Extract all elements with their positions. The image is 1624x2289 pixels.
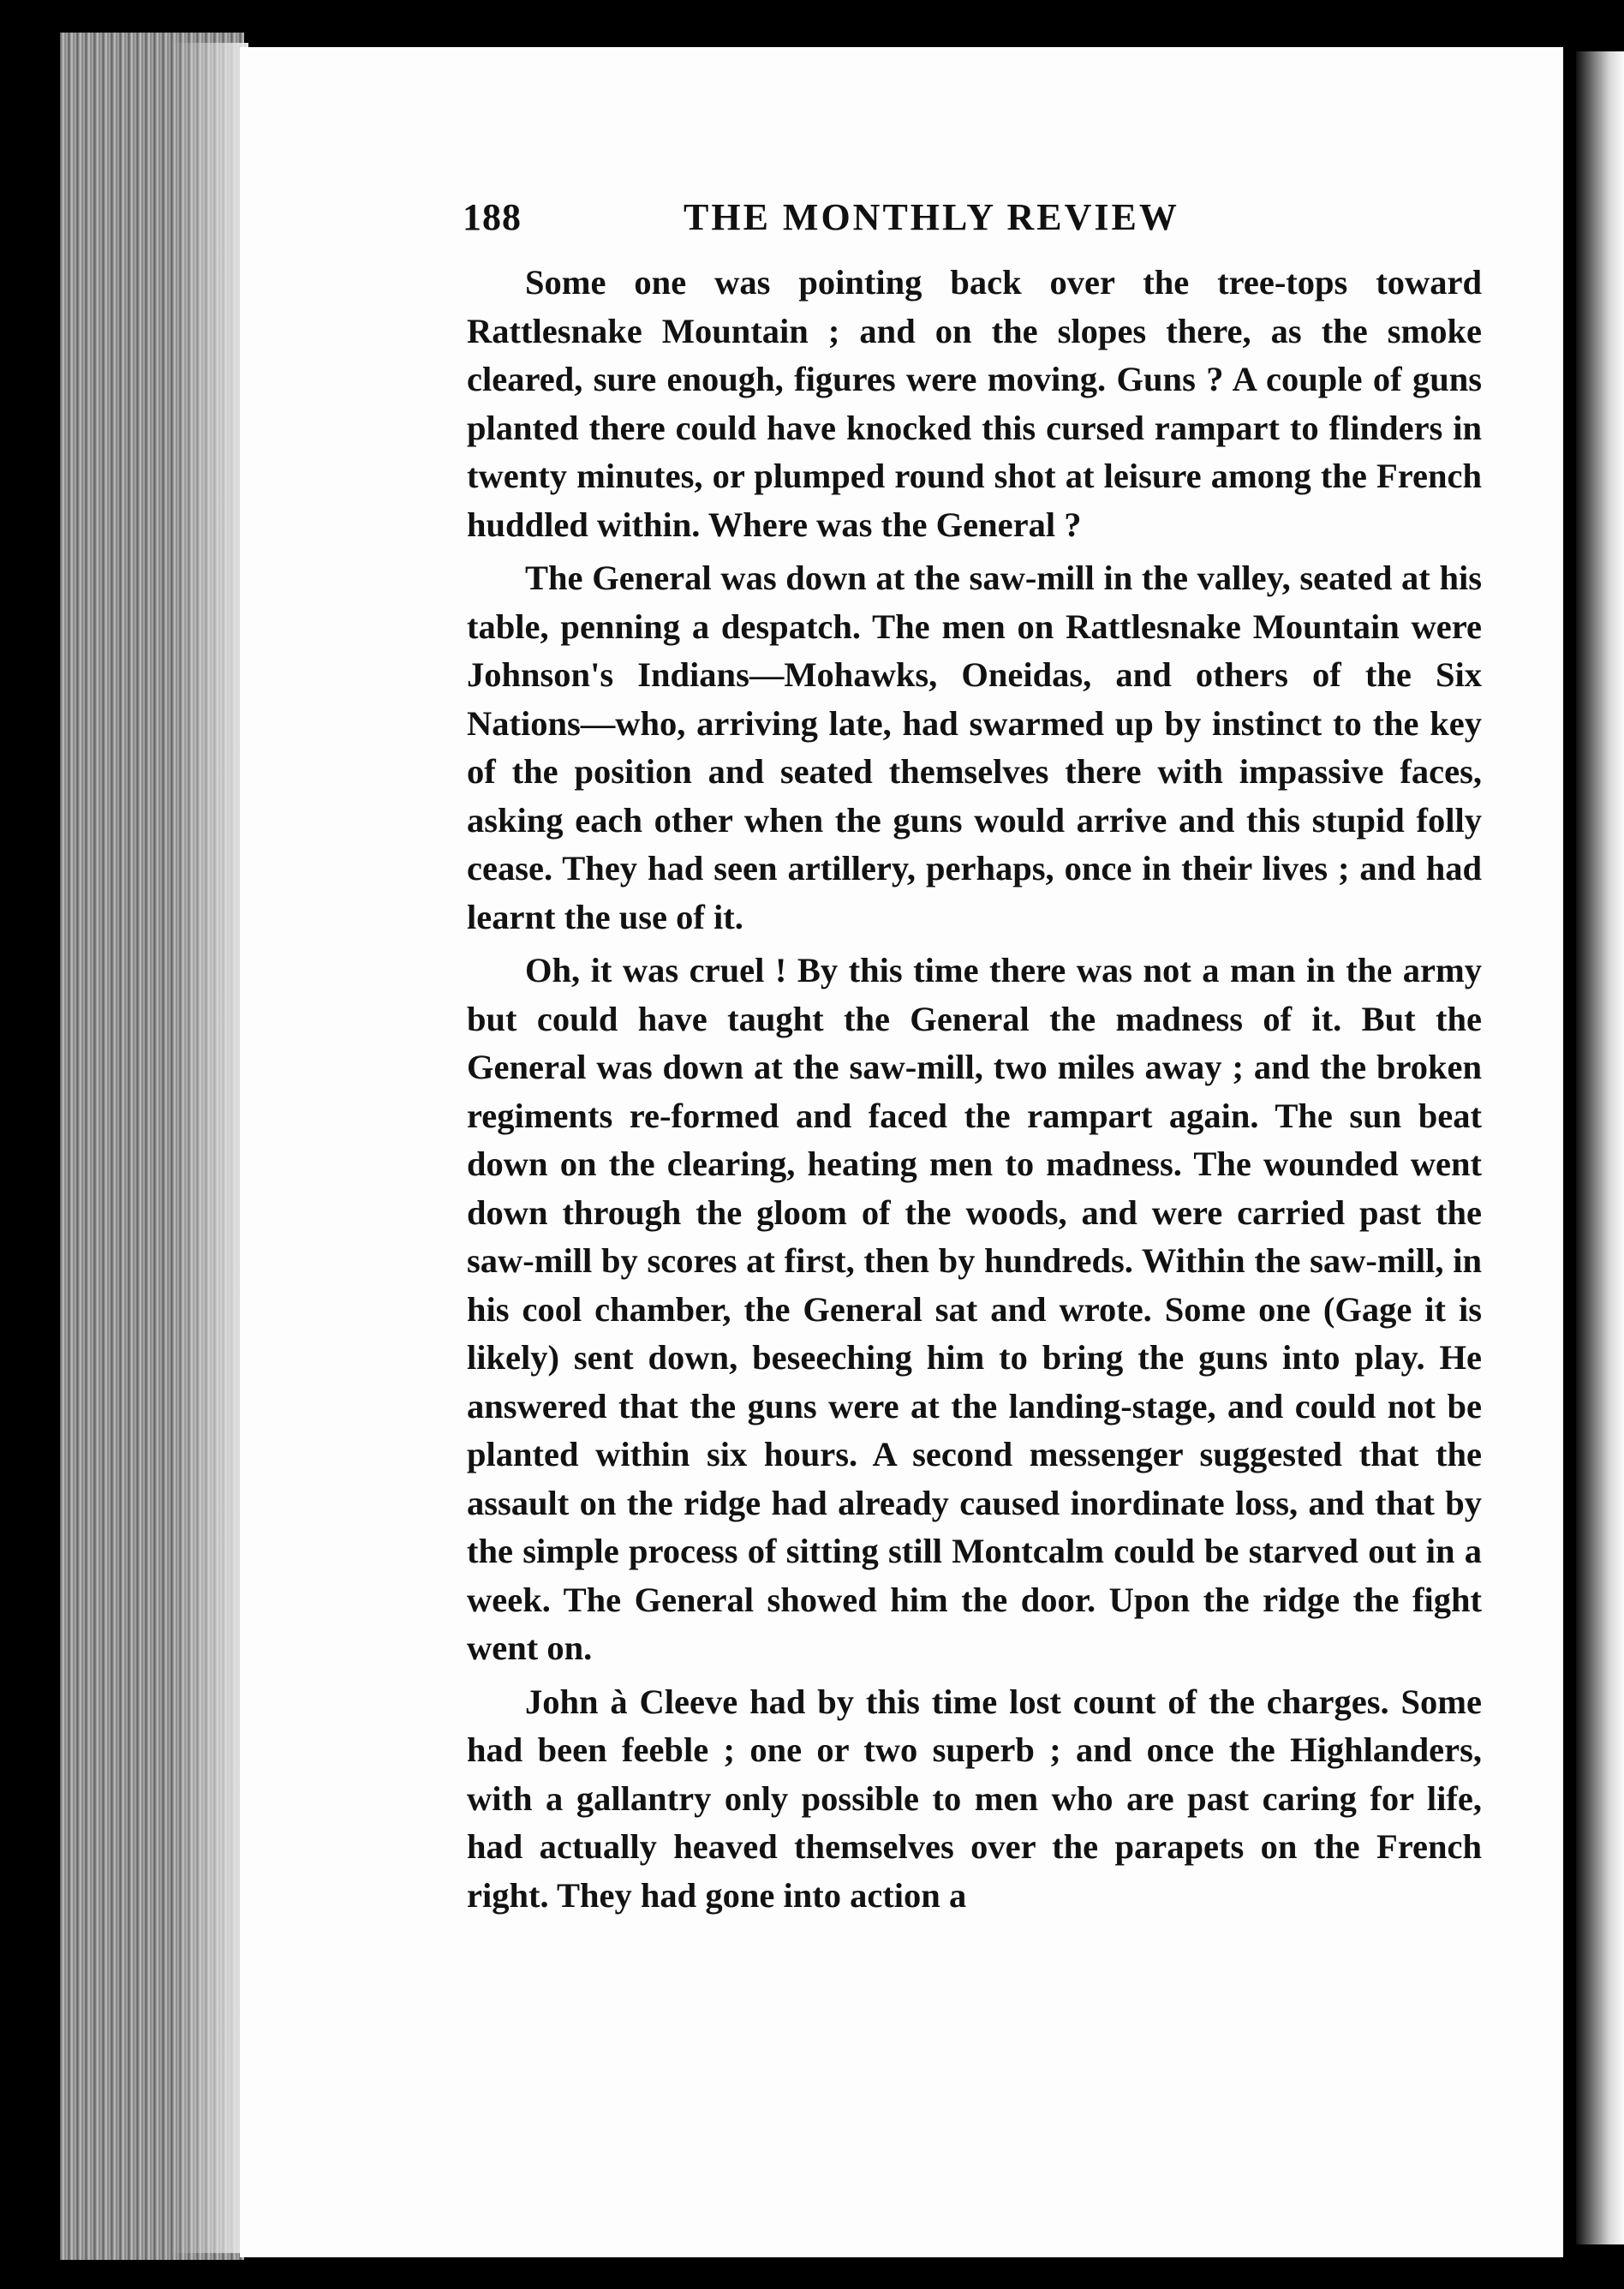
paragraph: The General was down at the saw-mill in the valley, seated at his table, penning a despatch. The men on Rattlesnake Mountain were Johnson's Indians—Mohawks, Oneidas, and others of the Six Nations—who, arriving late, had swarmed up by instinct to the key of the position and seated themselves there with impassive faces, asking each other when the guns would arrive and this stupid folly cease. They had seen artillery, perhaps, once in their lives ; and had learnt the use of it. <box>467 559 1482 936</box>
facing-page-edge <box>1576 51 1624 2244</box>
page-number: 188 <box>463 196 522 238</box>
body-text <box>467 259 1482 1925</box>
paragraph: Oh, it was cruel ! By this time there was not a man in the army but could have taught the General the madness of it. But the General was down at the saw-mill, two miles away ; and the broken regiments re-formed and faced the rampart again. The sun beat down on the clearing, heating men to madness. The wounded went down through the gloom of the woods, and were carried past the saw-mill by scores at first, then by hundreds. Within the saw-mill, in his cool chamber, the General sat and wrote. Some one (Gage it is likely) sent down, beseeching him to bring the guns into play. He answered that the guns were at the landing-stage, and could not be planted within six hours. A second messenger suggested that the assault on the ridge had already caused inordinate loss, and that by the simple process of sitting still Montcalm could be starved out in a week. The General showed him the door. Upon the ridge the fight went on. <box>467 951 1482 1667</box>
page-header <box>463 195 1268 247</box>
paragraph: John à Cleeve had by this time lost count of the charges. Some had been feeble ; one or two superb ; and once the Highlanders, with a gallantry only possible to men who are past caring for life, had actually heaved themselves over the parapets on the French right. They had gone into action a <box>467 1682 1482 1915</box>
page-edges-shadow <box>171 43 248 2253</box>
running-title: THE MONTHLY REVIEW <box>684 196 1179 238</box>
paragraph: Some one was pointing back over the tree-tops toward Rattlesnake Mountain ; and on the slopes there, as the smoke cleared, sure enough, figures were moving. Guns ? A couple of guns planted there could have knocked this cursed rampart to flinders in twenty minutes, or plumped round shot at leisure among the French huddled within. Where was the General ? <box>467 263 1482 544</box>
